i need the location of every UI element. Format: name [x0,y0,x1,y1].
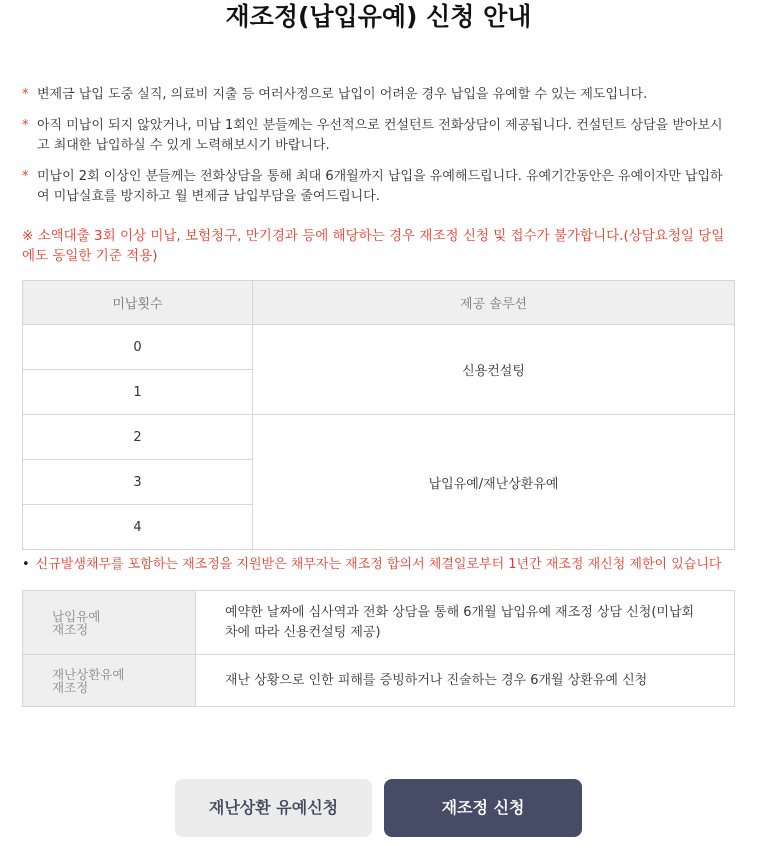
table-row [23,325,735,370]
disaster-deferral-apply-button[interactable]: 재난상환 유예신청 [175,779,372,837]
info-bullet-list [22,85,734,218]
solution-table [22,280,735,550]
table-row [23,591,735,655]
unpaid-count-cell: 0 [23,325,253,370]
info-bullet-item [22,85,734,105]
unpaid-count-cell: 1 [23,370,253,415]
bullet-dot-icon: • [22,557,30,572]
info-bullet-text: 미납이 2회 이상인 분들께는 전화상담을 통해 최대 6개월까지 납입을 유예해드립니다. 유예기간동안은 유예이자만 납입하여 미납실효를 방지하고 월 변제금 납입부담을 줄여드립니다. [37,169,723,204]
reapply-restriction-text: 신규발생채무를 포함하는 재조정을 지원받은 채무자는 재조정 합의서 체결일로부터 1년간 재조정 재신청 제한이 있습니다 [35,557,722,572]
readjust-apply-button[interactable]: 재조정 신청 [384,779,582,837]
type-description: 재난 상황으로 인한 피해를 증빙하거나 진술하는 경우 6개월 상환유예 신청 [196,655,735,707]
page-title: 재조정(납입유예) 신청 안내 [225,2,532,31]
type-label [23,591,196,655]
unpaid-count-cell: 3 [23,460,253,505]
info-bullet-text: 변제금 납입 도중 실직, 의료비 지출 등 여러사정으로 납입이 어려운 경우 납입을 유예할 수 있는 제도입니다. [37,87,648,102]
type-description: 예약한 날짜에 심사역과 전화 상담을 통해 6개월 납입유예 재조정 상담 신청(미납회차에 따라 신용컨설팅 제공) [196,591,735,655]
table-row [23,655,735,707]
readjust-type-table [22,590,735,707]
type-label-line: 재조정 [52,679,89,695]
asterisk-icon: * [22,87,29,102]
header-unpaid-count: 미납횟수 [23,281,253,325]
type-label-line: 재조정 [52,621,89,637]
header-solution: 제공 솔루션 [253,281,735,325]
type-label-line: 재난상환유예 [52,666,125,682]
reapply-restriction-notice [22,555,742,575]
restriction-notice: ※ 소액대출 3회 이상 미납, 보험청구, 만기경과 등에 해당하는 경우 재조정 신청 및 접수가 불가합니다.(상담요청일 당일에도 동일한 기준 적용) [22,228,725,264]
unpaid-count-cell: 2 [23,415,253,460]
table-header-row [23,281,735,325]
type-label [23,655,196,707]
asterisk-icon: * [22,118,29,133]
info-bullet-item [22,116,734,156]
solution-cell: 신용컨설팅 [253,325,735,415]
info-bullet-item [22,167,734,207]
type-label-line: 납입유예 [52,608,101,624]
table-row [23,415,735,460]
asterisk-icon: * [22,169,29,184]
unpaid-count-cell: 4 [23,505,253,550]
solution-cell: 납입유예/재난상환유예 [253,415,735,550]
info-bullet-text: 아직 미납이 되지 않았거나, 미납 1회인 분들께는 우선적으로 컨설턴트 전화상담이 제공됩니다. 컨설턴트 상담을 받아보시고 최대한 납입하실 수 있게 노력해보시기 바랍니다. [37,118,723,153]
